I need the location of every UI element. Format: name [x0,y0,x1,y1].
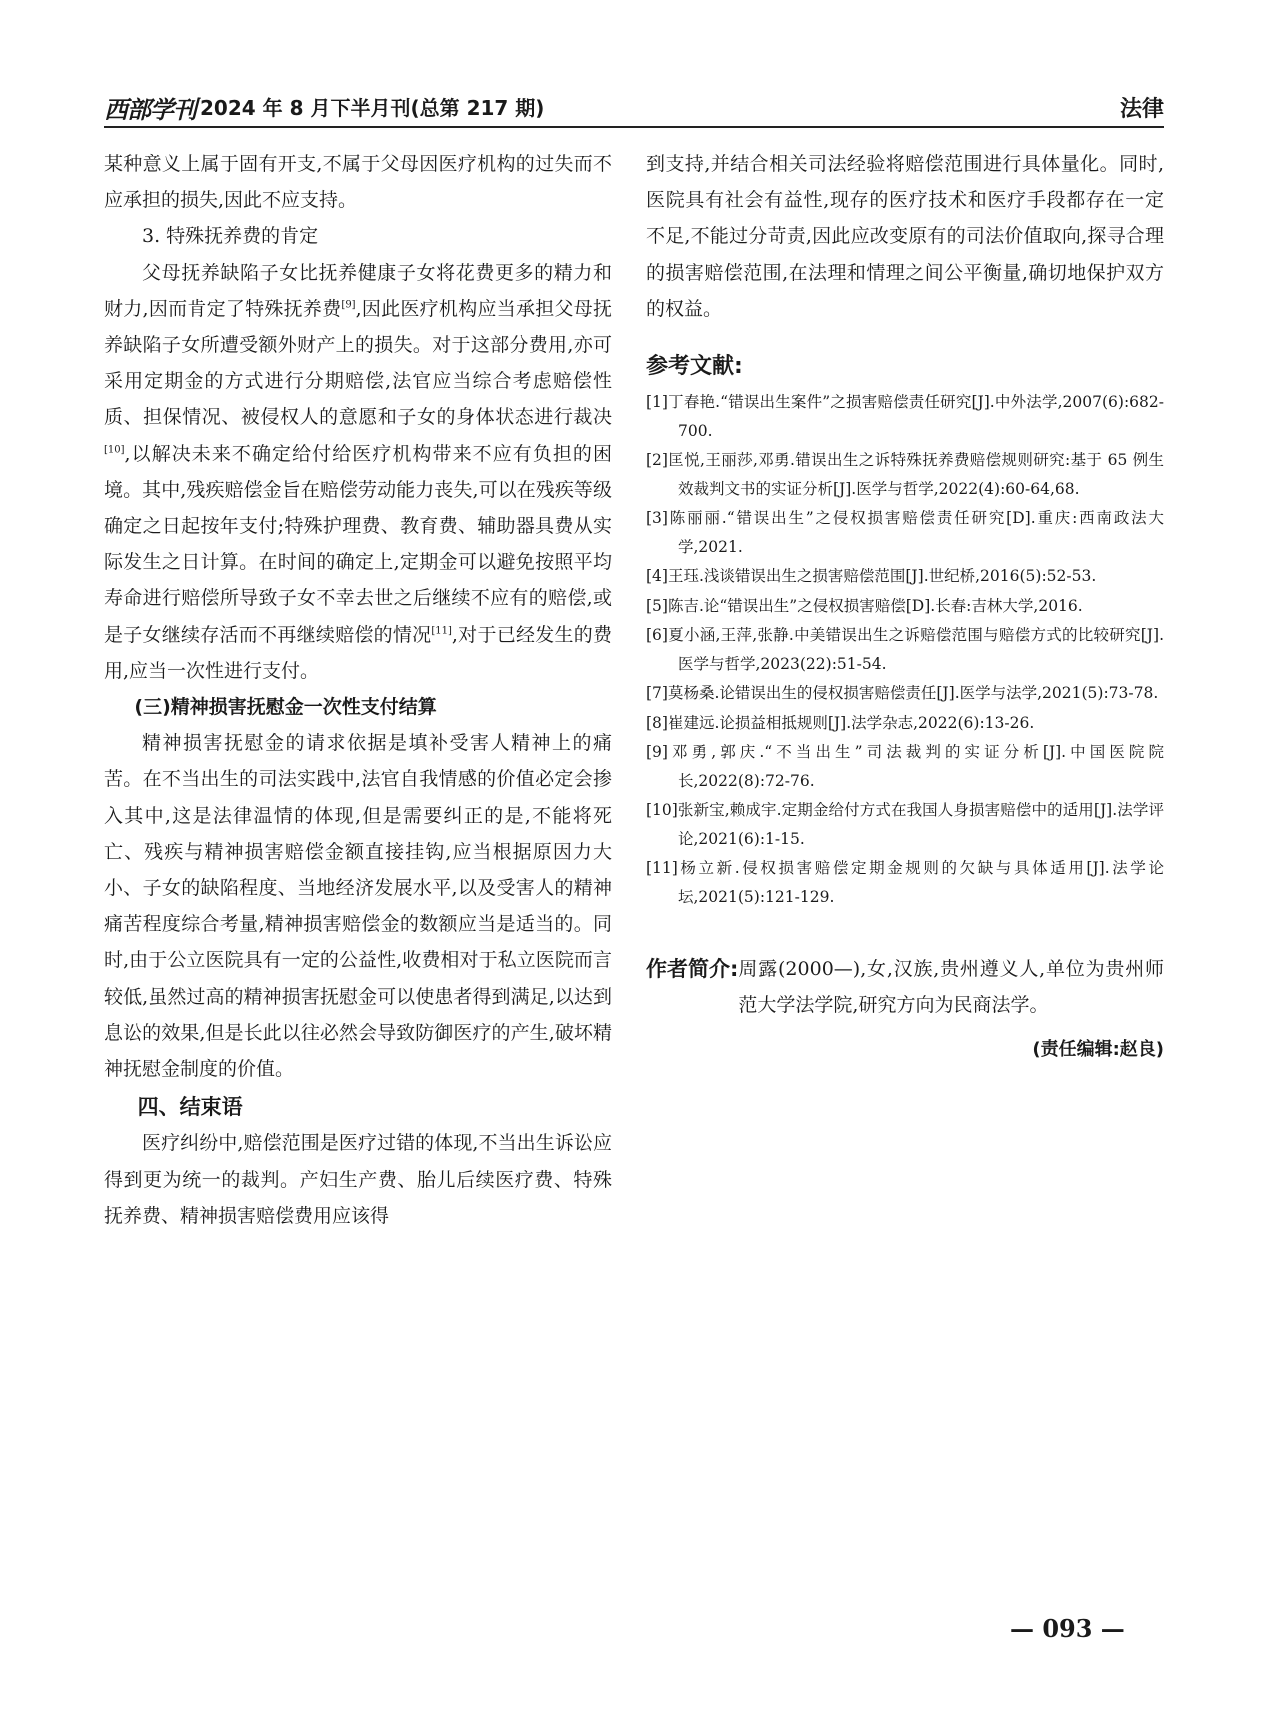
reference-item: [1]丁春艳.“错误出生案件”之损害赔偿责任研究[J].中外法学,2007(6):682-700. [646,393,1164,440]
section-label: 法律 [1119,97,1164,122]
left-column [104,146,612,1234]
paragraph: 医疗纠纷中,赔偿范围是医疗过错的体现,不当出生诉讼应得到更为统一的裁判。产妇生产费、胎儿后续医疗费、特殊抚养费、精神损害赔偿费用应该得 [104,1132,612,1227]
paragraph: 到支持,并结合相关司法经验将赔偿范围进行具体量化。同时,医院具有社会有益性,现存的医疗技术和医疗手段都存在一定不足,不能过分苛责,因此应改变原有的司法价值取向,探寻合理的损害赔偿范围,在法理和情理之间公平衡量,确切地保护双方的权益。 [646,153,1164,320]
citation-10: [10] [104,444,125,456]
right-column [646,146,1164,1061]
reference-item: [9]邓勇,郭庆.“不当出生”司法裁判的实证分析[J].中国医院院长,2022(8):72-76. [646,743,1164,790]
issue-info: 2024 年 8 月下半月刊(总第 217 期) [200,96,545,120]
reference-item: [6]夏小涵,王萍,张静.中美错误出生之诉赔偿范围与赔偿方式的比较研究[J].医学与哲学,2023(22):51-54. [646,626,1164,673]
author-bio [646,951,1164,1023]
references-list [646,388,1164,911]
reference-item: [4]王珏.浅谈错误出生之损害赔偿范围[J].世纪桥,2016(5):52-53. [646,567,1097,586]
references-title: 参考文献: [646,354,743,380]
paragraph: 父母抚养缺陷子女比抚养健康子女将花费更多的精力和财力,因而肯定了特殊抚养费[9],因此医疗机构应当承担父母抚养缺陷子女所遭受额外财产上的损失。对于这部分费用,亦可采用定期金的方式进行分期赔偿,法官应当综合考虑赔偿性质、担保情况、被侵权人的意愿和子女的身体状态进行裁决[10],以解决未来不确定给付给医疗机构带来不应有负担的困境。其中,残疾赔偿金旨在赔偿劳动能力丧失,可以在残疾等级确定之日起按年支付;特殊护理费、教育费、辅助器具费从实际发生之日计算。在时间的确定上,定期金可以避免按照平均寿命进行赔偿所导致子女不幸去世之后继续不应有的赔偿,或是子女继续存活而不再继续赔偿的情况[11],对于已经发生的费用,应当一次性进行支付。 [104,261,613,682]
citation-11: [11] [431,625,452,637]
page-number: — 093 — [1010,1614,1125,1643]
reference-item: [7]莫杨桑.论错误出生的侵权损害赔偿责任[J].医学与法学,2021(5):73-78. [646,684,1159,703]
reference-item: [5]陈吉.论“错误出生”之侵权损害赔偿[D].长春:吉林大学,2016. [646,596,1083,615]
reference-item: [3]陈丽丽.“错误出生”之侵权损害赔偿责任研究[D].重庆:西南政法大学,2021. [646,509,1164,556]
section-heading-three: (三)精神损害抚慰金一次性支付结算 [134,696,437,719]
reference-item: [10]张新宝,赖成宇.定期金给付方式在我国人身损害赔偿中的适用[J].法学评论,2021(6):1-15. [646,801,1164,848]
author-bio-label: 作者简介: [646,957,739,982]
journal-logo: 西部学刊 [104,95,196,124]
subheading-special-support: 3. 特殊抚养费的肯定 [142,225,319,248]
reference-item: [2]匡悦,王丽莎,邓勇.错误出生之诉特殊抚养费赔偿规则研究:基于 65 例生效裁判文书的实证分析[J].医学与哲学,2022(4):60-64,68. [646,451,1164,498]
page-header [104,86,1164,126]
responsible-editor: (责任编辑:赵良) [1032,1039,1164,1061]
author-bio-text: 周露(2000—),女,汉族,贵州遵义人,单位为贵州师范大学法学院,研究方向为民商法学。 [738,958,1164,1017]
header-divider [104,126,1164,128]
citation-9: [9] [341,299,356,311]
reference-item: [8]崔建远.论损益相抵规则[J].法学杂志,2022(6):13-26. [646,713,1035,732]
paragraph: 精神损害抚慰金的请求依据是填补受害人精神上的痛苦。在不当出生的司法实践中,法官自我情感的价值必定会掺入其中,这是法律温情的体现,但是需要纠正的是,不能将死亡、残疾与精神损害赔偿金额直接挂钩,应当根据原因力大小、子女的缺陷程度、当地经济发展水平,以及受害人的精神痛苦程度综合考量,精神损害赔偿金的数额应当是适当的。同时,由于公立医院具有一定的公益性,收费相对于私立医院而言较低,虽然过高的精神损害抚慰金可以使患者得到满足,以达到息讼的效果,但是长此以往必然会导致防御医疗的产生,破坏精神抚慰金制度的价值。 [104,732,612,1081]
reference-item: [11]杨立新.侵权损害赔偿定期金规则的欠缺与具体适用[J].法学论坛,2021(5):121-129. [646,859,1164,906]
paragraph: 某种意义上属于固有开支,不属于父母因医疗机构的过失而不应承担的损失,因此不应支持。 [104,153,612,212]
section-heading-conclusion: 四、结束语 [137,1095,243,1120]
